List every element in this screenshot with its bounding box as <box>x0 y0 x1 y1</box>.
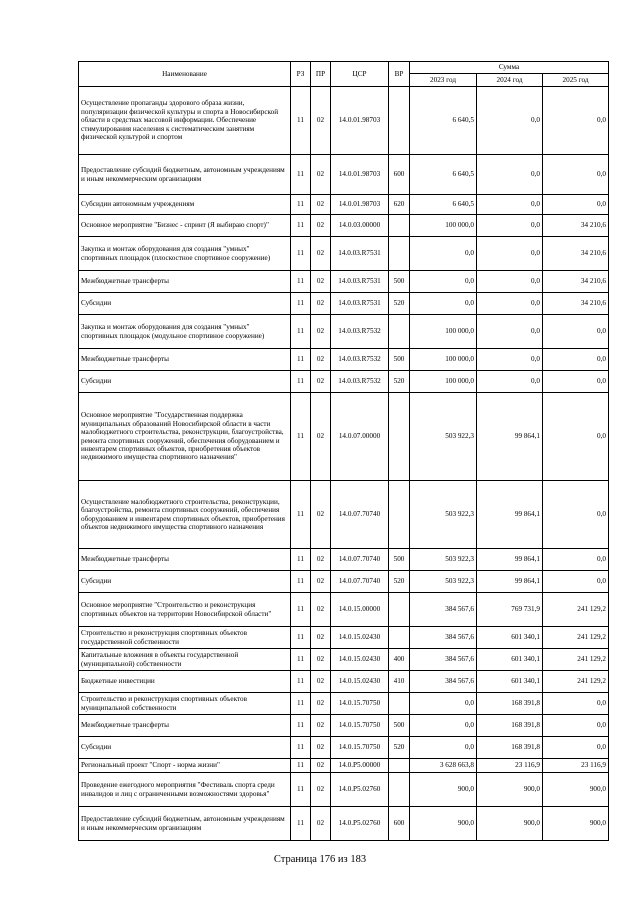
cell-rz: 11 <box>291 649 311 671</box>
table-row <box>79 293 609 315</box>
cell-pr: 02 <box>311 293 331 315</box>
table-row <box>79 349 609 371</box>
cell-vr: 520 <box>389 293 410 315</box>
cell-v2025: 0,0 <box>543 393 609 481</box>
cell-pr: 02 <box>311 195 331 215</box>
cell-rz: 11 <box>291 715 311 737</box>
cell-name: Капитальные вложения в объекты государственной (муниципальной) собственности <box>79 649 291 671</box>
cell-name: Субсидии <box>79 737 291 759</box>
cell-pr: 02 <box>311 315 331 349</box>
cell-rz: 11 <box>291 293 311 315</box>
cell-v2024: 900,0 <box>477 807 543 841</box>
table-row <box>79 87 609 155</box>
cell-name: Субсидии <box>79 571 291 593</box>
header-name: Наименование <box>79 62 291 87</box>
header-pr: ПР <box>311 62 331 87</box>
cell-name: Региональный проект "Спорт - норма жизни" <box>79 759 291 773</box>
cell-name: Предоставление субсидий бюджетным, автономным учреждениям и иным некоммерческим организациям <box>79 155 291 195</box>
cell-rz: 11 <box>291 759 311 773</box>
page-number: Страница 176 из 183 <box>273 854 367 865</box>
cell-v2025: 0,0 <box>543 481 609 549</box>
cell-v2025: 0,0 <box>543 87 609 155</box>
cell-v2025: 241 129,2 <box>543 671 609 693</box>
cell-pr: 02 <box>311 737 331 759</box>
cell-v2024: 0,0 <box>477 195 543 215</box>
cell-pr: 02 <box>311 693 331 715</box>
table-row <box>79 759 609 773</box>
cell-csr: 14.0.15.00000 <box>331 593 389 627</box>
cell-name: Осуществление малобюджетного строительства, реконструкции, благоустройства, ремонта спортивных сооружений, обеспечения оборудованием и инвентарем спортивных объектов, приобретения объектов недвижимого имущества спортивного назначения <box>79 481 291 549</box>
cell-csr: 14.0.15.02430 <box>331 671 389 693</box>
cell-v2025: 0,0 <box>543 571 609 593</box>
cell-rz: 11 <box>291 737 311 759</box>
cell-name: Закупка и монтаж оборудования для создания "умных" спортивных площадок (плоскостное спортивное сооружение) <box>79 237 291 271</box>
cell-rz: 11 <box>291 271 311 293</box>
cell-v2023: 503 922,3 <box>410 549 477 571</box>
cell-v2023: 0,0 <box>410 693 477 715</box>
cell-rz: 11 <box>291 481 311 549</box>
cell-pr: 02 <box>311 627 331 649</box>
cell-rz: 11 <box>291 807 311 841</box>
cell-v2024: 0,0 <box>477 293 543 315</box>
cell-csr: 14.0.03.R7531 <box>331 271 389 293</box>
table-header <box>79 62 609 87</box>
cell-pr: 02 <box>311 349 331 371</box>
cell-csr: 14.0.P5.02760 <box>331 773 389 807</box>
cell-name: Основное мероприятие "Бизнес - спринт (Я выбираю спорт)" <box>79 215 291 237</box>
cell-rz: 11 <box>291 349 311 371</box>
cell-vr: 620 <box>389 195 410 215</box>
cell-v2025: 241 129,2 <box>543 649 609 671</box>
cell-v2023: 0,0 <box>410 293 477 315</box>
cell-rz: 11 <box>291 671 311 693</box>
cell-v2025: 0,0 <box>543 715 609 737</box>
cell-pr: 02 <box>311 759 331 773</box>
cell-csr: 14.0.03.R7531 <box>331 293 389 315</box>
cell-pr: 02 <box>311 371 331 393</box>
cell-rz: 11 <box>291 571 311 593</box>
cell-name: Строительство и реконструкция спортивных объектов государственной собственности <box>79 627 291 649</box>
cell-v2024: 23 116,9 <box>477 759 543 773</box>
table-row <box>79 773 609 807</box>
cell-v2023: 503 922,3 <box>410 393 477 481</box>
cell-vr <box>389 593 410 627</box>
cell-csr: 14.0.07.70740 <box>331 571 389 593</box>
cell-vr <box>389 87 410 155</box>
cell-v2023: 503 922,3 <box>410 571 477 593</box>
cell-v2024: 0,0 <box>477 87 543 155</box>
cell-v2023: 100 000,0 <box>410 215 477 237</box>
cell-pr: 02 <box>311 571 331 593</box>
cell-v2024: 0,0 <box>477 349 543 371</box>
header-sums: Сумма <box>410 62 609 74</box>
cell-rz: 11 <box>291 315 311 349</box>
cell-v2023: 0,0 <box>410 715 477 737</box>
header-csr: ЦСР <box>331 62 389 87</box>
cell-v2025: 241 129,2 <box>543 593 609 627</box>
cell-v2025: 0,0 <box>543 737 609 759</box>
cell-v2023: 100 000,0 <box>410 315 477 349</box>
cell-vr: 410 <box>389 671 410 693</box>
cell-name: Межбюджетные трансферты <box>79 549 291 571</box>
cell-vr <box>389 215 410 237</box>
cell-pr: 02 <box>311 549 331 571</box>
cell-name: Осуществление пропаганды здорового образа жизни, популяризации физической культуры и спорта в Новосибирской области в средствах массовой информации. Обеспечение стимулирования населения к систематическим занятиям физической культурой и спортом <box>79 87 291 155</box>
cell-v2023: 0,0 <box>410 737 477 759</box>
cell-v2024: 769 731,9 <box>477 593 543 627</box>
cell-vr <box>389 759 410 773</box>
cell-csr: 14.0.07.00000 <box>331 393 389 481</box>
table-row <box>79 715 609 737</box>
cell-pr: 02 <box>311 481 331 549</box>
cell-rz: 11 <box>291 693 311 715</box>
cell-v2025: 0,0 <box>543 195 609 215</box>
cell-v2025: 23 116,9 <box>543 759 609 773</box>
cell-vr: 520 <box>389 737 410 759</box>
table-row <box>79 649 609 671</box>
cell-csr: 14.0.15.70750 <box>331 715 389 737</box>
cell-v2024: 900,0 <box>477 773 543 807</box>
cell-v2025: 0,0 <box>543 315 609 349</box>
cell-name: Проведение ежегодного мероприятия "Фестиваль спорта среди инвалидов и лиц с ограниченными возможностями здоровья" <box>79 773 291 807</box>
cell-rz: 11 <box>291 773 311 807</box>
cell-name: Субсидии автономным учреждениям <box>79 195 291 215</box>
cell-rz: 11 <box>291 593 311 627</box>
cell-v2025: 241 129,2 <box>543 627 609 649</box>
cell-rz: 11 <box>291 215 311 237</box>
cell-vr <box>389 693 410 715</box>
cell-v2023: 384 567,6 <box>410 671 477 693</box>
cell-v2023: 6 640,5 <box>410 87 477 155</box>
cell-v2023: 6 640,5 <box>410 155 477 195</box>
cell-v2024: 0,0 <box>477 155 543 195</box>
cell-rz: 11 <box>291 627 311 649</box>
table-row <box>79 315 609 349</box>
cell-pr: 02 <box>311 773 331 807</box>
cell-v2025: 0,0 <box>543 371 609 393</box>
cell-vr: 500 <box>389 715 410 737</box>
table-row <box>79 807 609 841</box>
cell-csr: 14.0.P5.00000 <box>331 759 389 773</box>
cell-vr <box>389 237 410 271</box>
cell-csr: 14.0.03.00000 <box>331 215 389 237</box>
cell-csr: 14.0.15.02430 <box>331 649 389 671</box>
cell-rz: 11 <box>291 371 311 393</box>
cell-csr: 14.0.P5.02760 <box>331 807 389 841</box>
cell-vr: 600 <box>389 155 410 195</box>
cell-name: Закупка и монтаж оборудования для создания "умных" спортивных площадок (модульное спортивное сооружение) <box>79 315 291 349</box>
cell-v2024: 0,0 <box>477 371 543 393</box>
cell-name: Межбюджетные трансферты <box>79 271 291 293</box>
cell-v2023: 3 628 663,8 <box>410 759 477 773</box>
cell-rz: 11 <box>291 237 311 271</box>
cell-vr <box>389 393 410 481</box>
cell-v2025: 34 210,6 <box>543 215 609 237</box>
cell-v2025: 0,0 <box>543 349 609 371</box>
cell-v2023: 384 567,6 <box>410 627 477 649</box>
cell-rz: 11 <box>291 549 311 571</box>
cell-csr: 14.0.15.70750 <box>331 737 389 759</box>
cell-pr: 02 <box>311 671 331 693</box>
table-row <box>79 155 609 195</box>
cell-vr <box>389 627 410 649</box>
cell-rz: 11 <box>291 155 311 195</box>
cell-v2024: 0,0 <box>477 215 543 237</box>
cell-vr <box>389 481 410 549</box>
cell-pr: 02 <box>311 271 331 293</box>
cell-v2024: 0,0 <box>477 315 543 349</box>
cell-rz: 11 <box>291 393 311 481</box>
table-row <box>79 593 609 627</box>
table-row <box>79 237 609 271</box>
cell-v2023: 900,0 <box>410 807 477 841</box>
budget-table <box>78 61 609 841</box>
cell-csr: 14.0.01.98703 <box>331 87 389 155</box>
cell-v2024: 99 864,1 <box>477 571 543 593</box>
cell-pr: 02 <box>311 593 331 627</box>
table-row <box>79 481 609 549</box>
header-year-2023: 2023 год <box>410 74 477 87</box>
table-body <box>79 87 609 841</box>
table-row <box>79 393 609 481</box>
cell-vr: 500 <box>389 271 410 293</box>
cell-name: Предоставление субсидий бюджетным, автономным учреждениям и иным некоммерческим организациям <box>79 807 291 841</box>
cell-vr <box>389 773 410 807</box>
cell-v2024: 601 340,1 <box>477 649 543 671</box>
cell-v2025: 0,0 <box>543 549 609 571</box>
cell-csr: 14.0.03.R7532 <box>331 371 389 393</box>
table-row <box>79 627 609 649</box>
table-row <box>79 571 609 593</box>
table-row <box>79 215 609 237</box>
cell-csr: 14.0.01.98703 <box>331 155 389 195</box>
cell-v2023: 900,0 <box>410 773 477 807</box>
table-row <box>79 271 609 293</box>
cell-vr: 500 <box>389 549 410 571</box>
cell-pr: 02 <box>311 87 331 155</box>
cell-vr: 520 <box>389 571 410 593</box>
cell-v2023: 0,0 <box>410 237 477 271</box>
cell-v2023: 0,0 <box>410 271 477 293</box>
cell-csr: 14.0.07.70740 <box>331 481 389 549</box>
cell-v2025: 0,0 <box>543 155 609 195</box>
table-row <box>79 693 609 715</box>
cell-v2024: 168 391,8 <box>477 693 543 715</box>
table-row <box>79 671 609 693</box>
cell-v2024: 601 340,1 <box>477 671 543 693</box>
table-row <box>79 737 609 759</box>
cell-vr: 520 <box>389 371 410 393</box>
cell-v2025: 34 210,6 <box>543 293 609 315</box>
cell-v2024: 99 864,1 <box>477 393 543 481</box>
cell-v2023: 100 000,0 <box>410 371 477 393</box>
cell-csr: 14.0.03.R7532 <box>331 349 389 371</box>
cell-v2023: 100 000,0 <box>410 349 477 371</box>
cell-pr: 02 <box>311 715 331 737</box>
table-row <box>79 549 609 571</box>
cell-v2024: 168 391,8 <box>477 715 543 737</box>
cell-v2024: 99 864,1 <box>477 549 543 571</box>
cell-csr: 14.0.07.70740 <box>331 549 389 571</box>
cell-pr: 02 <box>311 649 331 671</box>
cell-csr: 14.0.03.R7531 <box>331 237 389 271</box>
cell-v2024: 99 864,1 <box>477 481 543 549</box>
table-row <box>79 371 609 393</box>
cell-name: Основное мероприятие "Государственная поддержка муниципальных образований Новосибирской области в части малобюджетного строительства, реконструкции, благоустройства, ремонта спортивных сооружений, обеспечения оборудованием и инвентарем спортивных объектов, приобретения объектов недвижимого имущества спортивного назначения" <box>79 393 291 481</box>
cell-pr: 02 <box>311 237 331 271</box>
cell-v2025: 900,0 <box>543 773 609 807</box>
cell-v2025: 34 210,6 <box>543 271 609 293</box>
cell-pr: 02 <box>311 807 331 841</box>
cell-v2023: 384 567,6 <box>410 593 477 627</box>
cell-name: Субсидии <box>79 371 291 393</box>
cell-name: Основное мероприятие "Строительство и реконструкция спортивных объектов на территории Новосибирской области" <box>79 593 291 627</box>
cell-v2024: 601 340,1 <box>477 627 543 649</box>
header-year-2024: 2024 год <box>477 74 543 87</box>
cell-rz: 11 <box>291 87 311 155</box>
cell-csr: 14.0.01.98703 <box>331 195 389 215</box>
cell-v2025: 34 210,6 <box>543 237 609 271</box>
cell-pr: 02 <box>311 155 331 195</box>
header-vr: ВР <box>389 62 410 87</box>
cell-vr <box>389 315 410 349</box>
cell-name: Строительство и реконструкция спортивных объектов муниципальной собственности <box>79 693 291 715</box>
cell-name: Межбюджетные трансферты <box>79 715 291 737</box>
cell-csr: 14.0.15.02430 <box>331 627 389 649</box>
cell-v2024: 168 391,8 <box>477 737 543 759</box>
header-year-2025: 2025 год <box>543 74 609 87</box>
cell-v2023: 6 640,5 <box>410 195 477 215</box>
cell-v2025: 0,0 <box>543 693 609 715</box>
cell-v2024: 0,0 <box>477 271 543 293</box>
cell-pr: 02 <box>311 215 331 237</box>
cell-name: Субсидии <box>79 293 291 315</box>
cell-vr: 400 <box>389 649 410 671</box>
cell-name: Межбюджетные трансферты <box>79 349 291 371</box>
cell-vr: 600 <box>389 807 410 841</box>
cell-vr: 500 <box>389 349 410 371</box>
cell-v2023: 503 922,3 <box>410 481 477 549</box>
cell-csr: 14.0.03.R7532 <box>331 315 389 349</box>
cell-v2023: 384 567,6 <box>410 649 477 671</box>
cell-pr: 02 <box>311 393 331 481</box>
cell-name: Бюджетные инвестиции <box>79 671 291 693</box>
cell-rz: 11 <box>291 195 311 215</box>
cell-csr: 14.0.15.70750 <box>331 693 389 715</box>
header-rz: РЗ <box>291 62 311 87</box>
table-row <box>79 195 609 215</box>
cell-v2025: 900,0 <box>543 807 609 841</box>
cell-v2024: 0,0 <box>477 237 543 271</box>
